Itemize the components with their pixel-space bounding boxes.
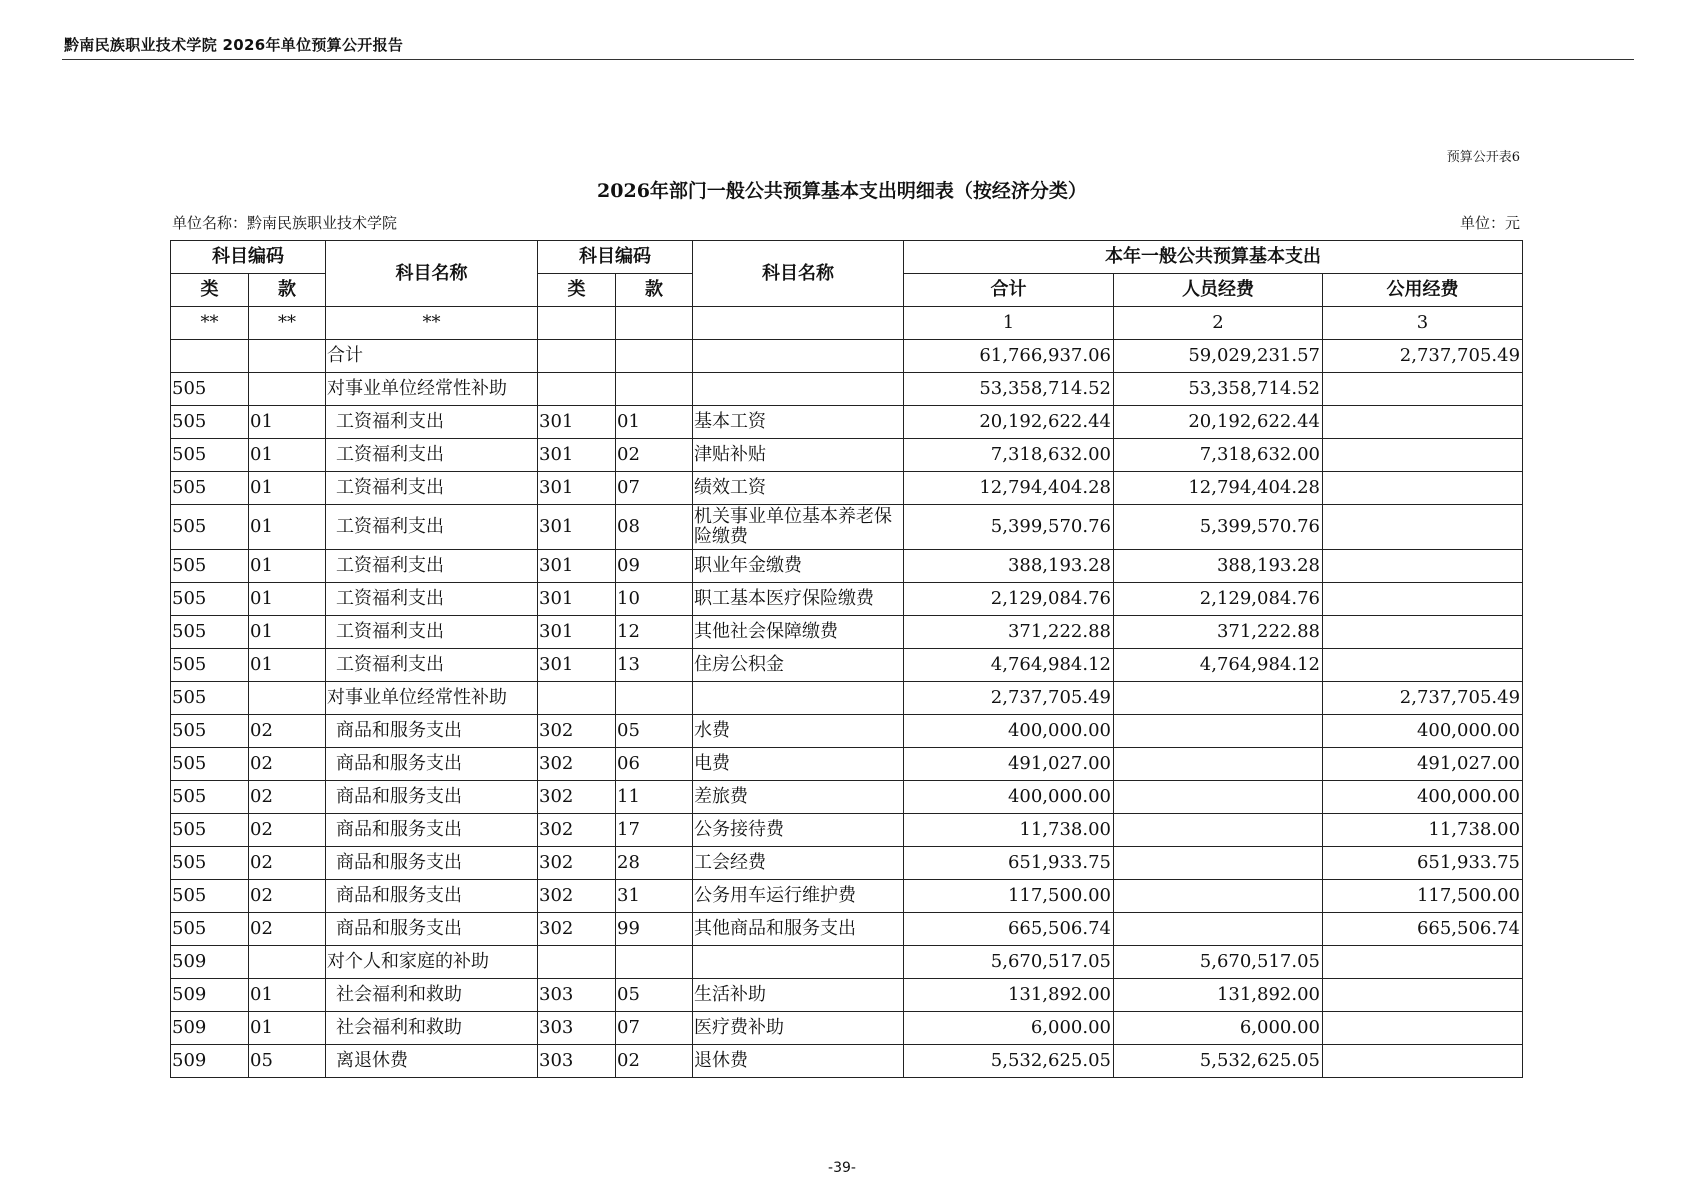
- cell-total: 5,670,517.05: [904, 946, 1114, 979]
- cell-econ-kuan: 11: [616, 781, 693, 814]
- cell-econ-lei: 301: [538, 505, 616, 550]
- cell-econ-kuan: [616, 340, 693, 373]
- cell-econ-name: 津贴补贴: [693, 439, 904, 472]
- cell-func-kuan: 02: [249, 715, 326, 748]
- cell-econ-name: 水费: [693, 715, 904, 748]
- cell-econ-lei: 301: [538, 406, 616, 439]
- header-kuan: 款: [249, 274, 326, 307]
- cell-econ-name: 职工基本医疗保险缴费: [693, 583, 904, 616]
- cell-total: 400,000.00: [904, 781, 1114, 814]
- cell-total: 61,766,937.06: [904, 340, 1114, 373]
- cell-func-name: 对事业单位经常性补助: [326, 682, 538, 715]
- cell-func-name: 工资福利支出: [326, 550, 538, 583]
- cell-total: 651,933.75: [904, 847, 1114, 880]
- header-public: 公用经费: [1323, 274, 1523, 307]
- cell-econ-kuan: 05: [616, 979, 693, 1012]
- cell-public: [1323, 649, 1523, 682]
- cell-total: 2,737,705.49: [904, 682, 1114, 715]
- cell-econ-lei: 302: [538, 847, 616, 880]
- cell-econ-name: 其他商品和服务支出: [693, 913, 904, 946]
- cell-econ-name: 绩效工资: [693, 472, 904, 505]
- cell-func-name: 工资福利支出: [326, 406, 538, 439]
- cell-econ-name: 基本工资: [693, 406, 904, 439]
- cell-econ-kuan: [616, 373, 693, 406]
- cell-func-kuan: [249, 340, 326, 373]
- unit-name: 单位名称：黔南民族职业技术学院: [172, 214, 398, 232]
- cell-func-name: 商品和服务支出: [326, 880, 538, 913]
- cell-func-kuan: 01: [249, 439, 326, 472]
- table-row: [171, 649, 1523, 682]
- cell-econ-name: 职业年金缴费: [693, 550, 904, 583]
- cell-func-name: 工资福利支出: [326, 472, 538, 505]
- cell-total: 5,532,625.05: [904, 1045, 1114, 1078]
- table-row: [171, 946, 1523, 979]
- marker-cell: [693, 307, 904, 340]
- header-econ-name: 科目名称: [693, 241, 904, 307]
- cell-func-name: 离退休费: [326, 1045, 538, 1078]
- cell-func-kuan: [249, 682, 326, 715]
- cell-func-name: 商品和服务支出: [326, 748, 538, 781]
- table-row: [171, 1012, 1523, 1045]
- cell-total: 400,000.00: [904, 715, 1114, 748]
- marker-cell: **: [171, 307, 249, 340]
- cell-func-kuan: 02: [249, 781, 326, 814]
- cell-personnel: 131,892.00: [1114, 979, 1323, 1012]
- cell-econ-lei: [538, 340, 616, 373]
- cell-econ-kuan: 28: [616, 847, 693, 880]
- cell-public: 400,000.00: [1323, 715, 1523, 748]
- cell-econ-kuan: 10: [616, 583, 693, 616]
- cell-public: [1323, 1045, 1523, 1078]
- cell-func-name: 合计: [326, 340, 538, 373]
- cell-func-kuan: 02: [249, 847, 326, 880]
- cell-public: 665,506.74: [1323, 913, 1523, 946]
- cell-econ-kuan: 01: [616, 406, 693, 439]
- cell-econ-lei: 301: [538, 439, 616, 472]
- table-row: [171, 814, 1523, 847]
- cell-public: 2,737,705.49: [1323, 682, 1523, 715]
- cell-func-name: 对个人和家庭的补助: [326, 946, 538, 979]
- cell-func-name: 工资福利支出: [326, 439, 538, 472]
- cell-func-kuan: 02: [249, 913, 326, 946]
- cell-econ-kuan: 08: [616, 505, 693, 550]
- table-row: [171, 340, 1523, 373]
- header-expense-group: 本年一般公共预算基本支出: [904, 241, 1523, 274]
- cell-func-kuan: 01: [249, 505, 326, 550]
- page-number: -39-: [828, 1160, 856, 1176]
- cell-func-name: 工资福利支出: [326, 616, 538, 649]
- table-number: 预算公开表6: [1446, 150, 1520, 165]
- cell-econ-kuan: 31: [616, 880, 693, 913]
- cell-econ-kuan: [616, 682, 693, 715]
- table-row: [171, 406, 1523, 439]
- cell-econ-kuan: 12: [616, 616, 693, 649]
- table-row: [171, 1045, 1523, 1078]
- table-row: [171, 373, 1523, 406]
- cell-func-kuan: 01: [249, 616, 326, 649]
- cell-total: 388,193.28: [904, 550, 1114, 583]
- cell-econ-lei: 301: [538, 616, 616, 649]
- cell-total: 4,764,984.12: [904, 649, 1114, 682]
- cell-personnel: 5,670,517.05: [1114, 946, 1323, 979]
- cell-econ-lei: 302: [538, 913, 616, 946]
- table-row: [171, 913, 1523, 946]
- cell-econ-lei: 303: [538, 979, 616, 1012]
- column-number: 2: [1114, 307, 1323, 340]
- table-row: [171, 715, 1523, 748]
- cell-econ-name: 公务接待费: [693, 814, 904, 847]
- cell-func-lei: 505: [171, 616, 249, 649]
- cell-func-lei: [171, 340, 249, 373]
- table-row: [171, 847, 1523, 880]
- running-header: 黔南民族职业技术学院 2026年单位预算公开报告: [64, 36, 404, 54]
- cell-econ-name: [693, 682, 904, 715]
- header-lei: 类: [171, 274, 249, 307]
- header-func-name: 科目名称: [326, 241, 538, 307]
- cell-personnel: [1114, 715, 1323, 748]
- cell-public: 11,738.00: [1323, 814, 1523, 847]
- cell-econ-lei: [538, 682, 616, 715]
- cell-personnel: 7,318,632.00: [1114, 439, 1323, 472]
- cell-econ-lei: 302: [538, 814, 616, 847]
- cell-econ-name: 生活补助: [693, 979, 904, 1012]
- cell-public: [1323, 472, 1523, 505]
- cell-func-name: 对事业单位经常性补助: [326, 373, 538, 406]
- cell-func-name: 工资福利支出: [326, 505, 538, 550]
- cell-econ-lei: 302: [538, 748, 616, 781]
- cell-func-lei: 505: [171, 814, 249, 847]
- header-personnel: 人员经费: [1114, 274, 1323, 307]
- cell-func-kuan: 01: [249, 583, 326, 616]
- cell-func-kuan: 02: [249, 880, 326, 913]
- cell-econ-name: [693, 946, 904, 979]
- cell-func-name: 商品和服务支出: [326, 715, 538, 748]
- cell-func-name: 工资福利支出: [326, 649, 538, 682]
- cell-econ-name: 差旅费: [693, 781, 904, 814]
- budget-table: [170, 240, 1523, 1078]
- cell-func-lei: 505: [171, 373, 249, 406]
- cell-func-kuan: 01: [249, 979, 326, 1012]
- cell-func-lei: 505: [171, 847, 249, 880]
- cell-personnel: 2,129,084.76: [1114, 583, 1323, 616]
- cell-econ-kuan: 02: [616, 439, 693, 472]
- cell-econ-kuan: 13: [616, 649, 693, 682]
- cell-econ-lei: 302: [538, 781, 616, 814]
- cell-econ-name: [693, 373, 904, 406]
- cell-econ-name: 电费: [693, 748, 904, 781]
- cell-econ-name: 住房公积金: [693, 649, 904, 682]
- cell-public: [1323, 406, 1523, 439]
- cell-econ-lei: 301: [538, 583, 616, 616]
- cell-personnel: 388,193.28: [1114, 550, 1323, 583]
- budget-table-body: [171, 340, 1523, 1078]
- header-econ-kuan: 款: [616, 274, 693, 307]
- cell-econ-lei: 301: [538, 472, 616, 505]
- cell-personnel: [1114, 847, 1323, 880]
- cell-personnel: [1114, 748, 1323, 781]
- cell-econ-kuan: 07: [616, 472, 693, 505]
- header-row-1: [171, 241, 1523, 274]
- cell-func-name: 商品和服务支出: [326, 814, 538, 847]
- cell-personnel: [1114, 913, 1323, 946]
- cell-func-kuan: 01: [249, 1012, 326, 1045]
- cell-func-name: 工资福利支出: [326, 583, 538, 616]
- header-econ-lei: 类: [538, 274, 616, 307]
- cell-total: 20,192,622.44: [904, 406, 1114, 439]
- table-row: [171, 781, 1523, 814]
- cell-econ-name: 医疗费补助: [693, 1012, 904, 1045]
- cell-econ-kuan: 06: [616, 748, 693, 781]
- cell-public: [1323, 439, 1523, 472]
- cell-personnel: 6,000.00: [1114, 1012, 1323, 1045]
- cell-total: 53,358,714.52: [904, 373, 1114, 406]
- cell-total: 12,794,404.28: [904, 472, 1114, 505]
- cell-public: [1323, 1012, 1523, 1045]
- cell-econ-kuan: 05: [616, 715, 693, 748]
- cell-func-name: 社会福利和救助: [326, 979, 538, 1012]
- cell-personnel: 12,794,404.28: [1114, 472, 1323, 505]
- cell-econ-kuan: 09: [616, 550, 693, 583]
- cell-func-lei: 509: [171, 1045, 249, 1078]
- table-row: [171, 682, 1523, 715]
- cell-econ-name: 退休费: [693, 1045, 904, 1078]
- cell-total: 371,222.88: [904, 616, 1114, 649]
- cell-func-lei: 505: [171, 649, 249, 682]
- cell-econ-lei: [538, 373, 616, 406]
- cell-total: 6,000.00: [904, 1012, 1114, 1045]
- cell-public: 491,027.00: [1323, 748, 1523, 781]
- cell-func-lei: 505: [171, 880, 249, 913]
- cell-econ-kuan: 07: [616, 1012, 693, 1045]
- cell-func-lei: 505: [171, 439, 249, 472]
- cell-total: 491,027.00: [904, 748, 1114, 781]
- marker-cell: **: [249, 307, 326, 340]
- marker-cell: **: [326, 307, 538, 340]
- cell-func-lei: 505: [171, 715, 249, 748]
- cell-econ-lei: 303: [538, 1012, 616, 1045]
- cell-personnel: 53,358,714.52: [1114, 373, 1323, 406]
- table-row: [171, 979, 1523, 1012]
- cell-func-name: 商品和服务支出: [326, 913, 538, 946]
- cell-func-lei: 509: [171, 946, 249, 979]
- cell-personnel: 5,399,570.76: [1114, 505, 1323, 550]
- header-total: 合计: [904, 274, 1114, 307]
- cell-func-kuan: [249, 373, 326, 406]
- column-number: 1: [904, 307, 1114, 340]
- table-row: [171, 550, 1523, 583]
- currency-unit: 单位：元: [1459, 214, 1520, 232]
- cell-total: 11,738.00: [904, 814, 1114, 847]
- table-row: [171, 505, 1523, 550]
- cell-econ-lei: 301: [538, 550, 616, 583]
- cell-personnel: 5,532,625.05: [1114, 1045, 1323, 1078]
- cell-personnel: 4,764,984.12: [1114, 649, 1323, 682]
- cell-total: 117,500.00: [904, 880, 1114, 913]
- marker-cell: [538, 307, 616, 340]
- cell-econ-kuan: 99: [616, 913, 693, 946]
- header-func-code: 科目编码: [171, 241, 326, 274]
- cell-econ-name: 公务用车运行维护费: [693, 880, 904, 913]
- cell-func-kuan: 01: [249, 406, 326, 439]
- cell-personnel: [1114, 880, 1323, 913]
- cell-total: 7,318,632.00: [904, 439, 1114, 472]
- cell-personnel: [1114, 682, 1323, 715]
- cell-func-kuan: 05: [249, 1045, 326, 1078]
- cell-func-name: 社会福利和救助: [326, 1012, 538, 1045]
- cell-econ-name: 机关事业单位基本养老保险缴费: [693, 505, 904, 550]
- marker-row: [171, 307, 1523, 340]
- cell-econ-kuan: 17: [616, 814, 693, 847]
- cell-func-lei: 509: [171, 979, 249, 1012]
- cell-public: 400,000.00: [1323, 781, 1523, 814]
- page-title: 2026年部门一般公共预算基本支出明细表（按经济分类）: [597, 180, 1087, 202]
- cell-func-kuan: 01: [249, 649, 326, 682]
- cell-func-lei: 505: [171, 583, 249, 616]
- cell-public: [1323, 946, 1523, 979]
- cell-public: [1323, 505, 1523, 550]
- cell-func-lei: 505: [171, 781, 249, 814]
- marker-cell: [616, 307, 693, 340]
- cell-func-kuan: 01: [249, 550, 326, 583]
- cell-public: 651,933.75: [1323, 847, 1523, 880]
- cell-func-lei: 505: [171, 682, 249, 715]
- cell-public: [1323, 373, 1523, 406]
- cell-public: [1323, 616, 1523, 649]
- cell-personnel: 59,029,231.57: [1114, 340, 1323, 373]
- cell-public: [1323, 550, 1523, 583]
- cell-econ-lei: 302: [538, 880, 616, 913]
- cell-econ-name: 其他社会保障缴费: [693, 616, 904, 649]
- cell-total: 131,892.00: [904, 979, 1114, 1012]
- cell-func-lei: 505: [171, 913, 249, 946]
- cell-func-name: 商品和服务支出: [326, 847, 538, 880]
- cell-econ-kuan: 02: [616, 1045, 693, 1078]
- cell-func-kuan: [249, 946, 326, 979]
- cell-func-lei: 505: [171, 748, 249, 781]
- table-row: [171, 616, 1523, 649]
- table-row: [171, 880, 1523, 913]
- cell-func-kuan: 02: [249, 814, 326, 847]
- header-econ-code: 科目编码: [538, 241, 693, 274]
- cell-personnel: 371,222.88: [1114, 616, 1323, 649]
- cell-personnel: 20,192,622.44: [1114, 406, 1323, 439]
- cell-econ-lei: 303: [538, 1045, 616, 1078]
- table-row: [171, 472, 1523, 505]
- cell-personnel: [1114, 814, 1323, 847]
- cell-econ-name: [693, 340, 904, 373]
- cell-econ-name: 工会经费: [693, 847, 904, 880]
- table-row: [171, 583, 1523, 616]
- cell-func-lei: 505: [171, 472, 249, 505]
- cell-public: [1323, 583, 1523, 616]
- cell-func-kuan: 02: [249, 748, 326, 781]
- header-divider: [62, 59, 1634, 60]
- cell-func-name: 商品和服务支出: [326, 781, 538, 814]
- cell-public: 2,737,705.49: [1323, 340, 1523, 373]
- cell-func-lei: 505: [171, 550, 249, 583]
- cell-econ-lei: [538, 946, 616, 979]
- cell-econ-kuan: [616, 946, 693, 979]
- table-row: [171, 748, 1523, 781]
- table-row: [171, 439, 1523, 472]
- cell-func-kuan: 01: [249, 472, 326, 505]
- cell-func-lei: 505: [171, 505, 249, 550]
- cell-econ-lei: 302: [538, 715, 616, 748]
- cell-total: 5,399,570.76: [904, 505, 1114, 550]
- cell-func-lei: 505: [171, 406, 249, 439]
- cell-public: [1323, 979, 1523, 1012]
- cell-econ-lei: 301: [538, 649, 616, 682]
- cell-public: 117,500.00: [1323, 880, 1523, 913]
- cell-func-lei: 509: [171, 1012, 249, 1045]
- cell-total: 665,506.74: [904, 913, 1114, 946]
- column-number: 3: [1323, 307, 1523, 340]
- cell-personnel: [1114, 781, 1323, 814]
- cell-total: 2,129,084.76: [904, 583, 1114, 616]
